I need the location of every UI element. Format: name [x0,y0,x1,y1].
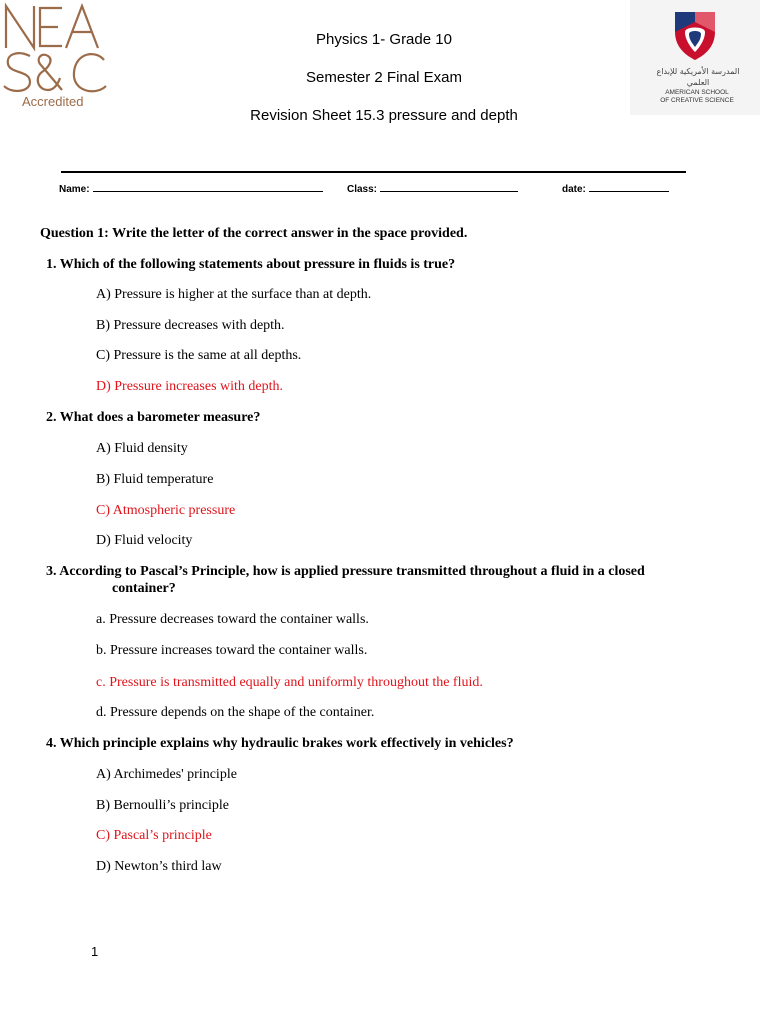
school-name-arabic: المدرسة الأمريكية للإبداع العلمي [656,67,740,87]
school-name-english-line2: OF CREATIVE SCIENCE [660,96,734,104]
q2-option-c-correct: C) Atmospheric pressure [96,503,236,518]
school-name-english-line1: AMERICAN SCHOOL [665,89,729,96]
question-4: 4. Which principle explains why hydraulic brakes work effectively in vehicles? [46,736,514,751]
q3-option-d: d. Pressure depends on the shape of the container. [96,705,375,720]
q3-option-b: b. Pressure increases toward the container walls. [96,643,368,658]
question-1: 1. Which of the following statements about pressure in fluids is true? [46,257,456,272]
q3-option-a: a. Pressure decreases toward the container walls. [96,612,369,627]
header-divider [61,171,686,173]
page-number: 1 [91,944,99,959]
question-3-line1: 3. According to Pascal’s Principle, how is applied pressure transmitted throughout a fluid in a closed [46,564,645,579]
q4-option-c-correct: C) Pascal’s principle [96,828,212,843]
date-label: date: [562,184,586,195]
neasc-logo [0,0,115,115]
section-instruction: Question 1: Write the letter of the correct answer in the space provided. [40,226,468,241]
q2-option-d: D) Fluid velocity [96,533,193,548]
q3-option-c-correct: c. Pressure is transmitted equally and uniformly throughout the fluid. [96,675,483,690]
exam-title: Semester 2 Final Exam [306,69,462,86]
date-field [562,181,669,195]
q1-option-d-correct: D) Pressure increases with depth. [96,379,284,394]
q4-option-a: A) Archimedes' principle [96,767,237,782]
q1-option-a: A) Pressure is higher at the surface than at depth. [96,287,372,302]
course-title: Physics 1- Grade 10 [316,31,452,48]
q1-option-b: B) Pressure decreases with depth. [96,318,285,333]
date-blank[interactable] [589,181,669,192]
q4-option-d: D) Newton’s third law [96,859,222,874]
q2-option-a: A) Fluid density [96,441,188,456]
accredited-label: Accredited [22,94,84,109]
name-field [59,181,323,195]
class-label: Class: [347,184,378,195]
q4-option-b: B) Bernoulli’s principle [96,798,229,813]
class-blank[interactable] [380,181,518,192]
name-blank[interactable] [93,181,323,192]
q2-option-b: B) Fluid temperature [96,472,214,487]
name-label: Name: [59,184,90,195]
sheet-title: Revision Sheet 15.3 pressure and depth [250,107,518,124]
class-field [347,181,518,195]
question-2: 2. What does a barometer measure? [46,410,261,425]
school-logo [630,0,760,115]
question-3-line2: container? [112,581,176,596]
school-name-english [642,89,752,104]
q1-option-c: C) Pressure is the same at all depths. [96,348,302,363]
